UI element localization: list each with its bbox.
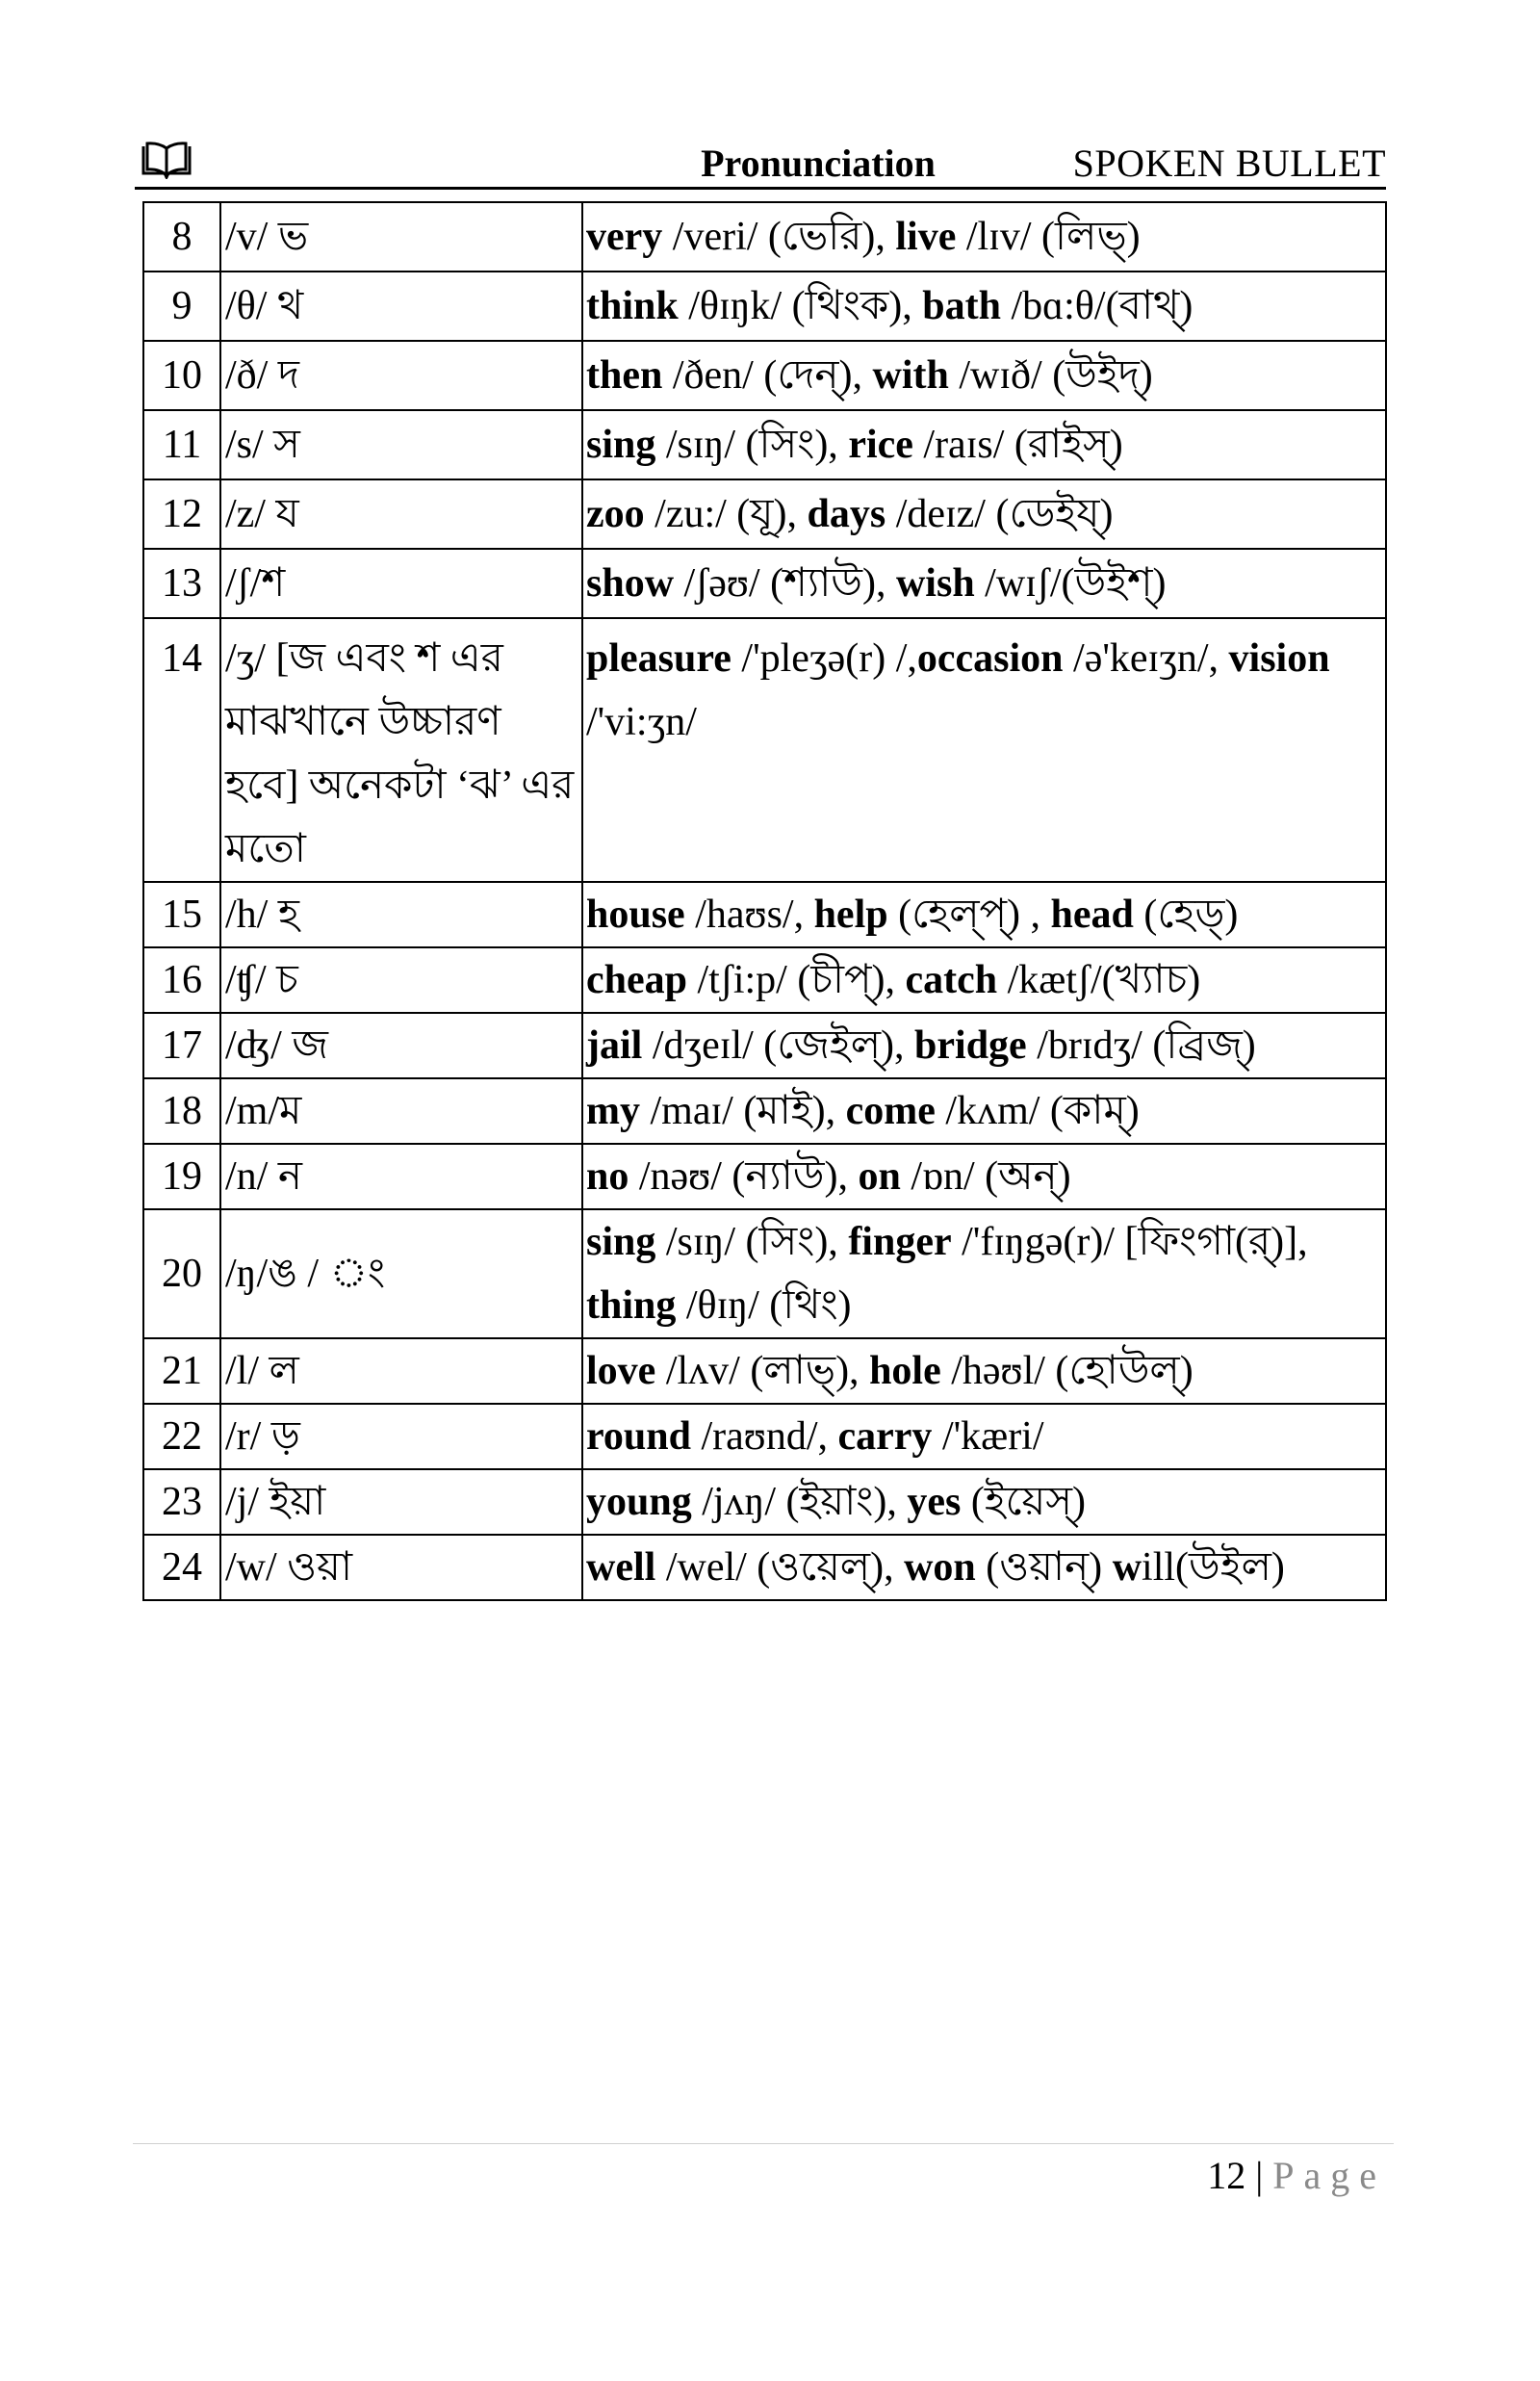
row-number: 15 (143, 882, 220, 947)
page-separator: | (1245, 2154, 1273, 2197)
footer-rule (133, 2143, 1394, 2144)
example-transcription: (ওয়ান্) (975, 1545, 1113, 1590)
example-word: days (807, 492, 886, 536)
example-word: with (872, 353, 949, 398)
example-transcription: (ইয়েস্) (961, 1480, 1087, 1524)
example-transcription: /raʊnd/, (690, 1414, 838, 1459)
example-transcription: /'pleʒə(r) /, (731, 636, 917, 681)
table-row (143, 1404, 1386, 1469)
phonetic-symbol: /v/ ভ (220, 202, 582, 272)
pronunciation-table (142, 201, 1387, 1601)
example-words (582, 1013, 1386, 1078)
example-transcription: /wel/ (ওয়েল্), (655, 1545, 905, 1590)
example-transcription: /dʒeɪl/ (জেইল্), (642, 1023, 915, 1068)
example-word: house (586, 893, 685, 937)
example-transcription: /maɪ/ (মাই), (640, 1089, 846, 1133)
phonetic-symbol: /n/ ন (220, 1144, 582, 1209)
phonetic-symbol: /ŋ/ঙ / ং (220, 1209, 582, 1338)
example-words (582, 1078, 1386, 1144)
example-transcription: /ə'keɪʒn/, (1063, 636, 1229, 681)
table-row (143, 479, 1386, 549)
table-row (143, 947, 1386, 1013)
example-words (582, 1144, 1386, 1209)
row-number: 14 (143, 618, 220, 882)
table-row (143, 618, 1386, 882)
row-number: 11 (143, 410, 220, 479)
row-number: 24 (143, 1535, 220, 1600)
example-word: think (586, 284, 679, 328)
example-word: young (586, 1480, 692, 1524)
example-word: bath (922, 284, 1001, 328)
page-word: Page (1272, 2154, 1386, 2197)
example-transcription: /kætʃ/(খ্যাচ) (997, 958, 1201, 1002)
example-transcription: /brɪdʒ/ (ব্রিজ্) (1026, 1023, 1256, 1068)
row-number: 22 (143, 1404, 220, 1469)
example-transcription: /bɑ:θ/(বাথ্) (1001, 284, 1194, 328)
example-word: show (586, 561, 675, 606)
example-word: well (586, 1545, 656, 1590)
table-row (143, 882, 1386, 947)
example-transcription: /ðen/ (দেন্), (662, 353, 873, 398)
example-word: bridge (914, 1023, 1027, 1068)
row-number: 17 (143, 1013, 220, 1078)
example-word: zoo (586, 492, 645, 536)
phonetic-symbol: /l/ ল (220, 1338, 582, 1404)
phonetic-symbol: /m/ম (220, 1078, 582, 1144)
example-word: round (586, 1414, 691, 1459)
example-words (582, 1209, 1386, 1338)
table-row (143, 1209, 1386, 1338)
example-word: on (858, 1154, 901, 1199)
row-number: 16 (143, 947, 220, 1013)
table-row (143, 1338, 1386, 1404)
row-number: 9 (143, 272, 220, 341)
example-transcription: /jʌŋ/ (ইয়াং), (691, 1480, 908, 1524)
example-transcription: /'fɪŋgə(r)/ [ফিংগা(র্)], (951, 1220, 1308, 1264)
example-word: very (586, 215, 663, 259)
example-transcription: /wɪð/ (উইদ্) (948, 353, 1153, 398)
phonetic-symbol: /θ/ থ (220, 272, 582, 341)
example-word: my (586, 1089, 640, 1133)
row-number: 13 (143, 549, 220, 618)
row-number: 23 (143, 1469, 220, 1535)
table-row (143, 202, 1386, 272)
table-row (143, 1469, 1386, 1535)
example-word: head (1050, 893, 1134, 937)
table-row (143, 410, 1386, 479)
example-words (582, 272, 1386, 341)
example-transcription: /'kæri/ (932, 1414, 1044, 1459)
row-number: 19 (143, 1144, 220, 1209)
phonetic-symbol: /ʤ/ জ (220, 1013, 582, 1078)
example-words (582, 1404, 1386, 1469)
example-word: thing (586, 1283, 677, 1328)
phonetic-symbol: /ʒ/ [জ এবং শ এর মাঝখানে উচ্চারণ হবে] অনেকটা ‘ঝ’ এর মতো (220, 618, 582, 882)
example-word: vision (1228, 636, 1330, 681)
example-words (582, 410, 1386, 479)
example-transcription: /zu:/ (যূ), (644, 492, 808, 536)
example-transcription: /tʃi:p/ (চীপ্), (687, 958, 906, 1002)
example-transcription: /'vi:ʒn/ (586, 700, 697, 744)
example-word: hole (869, 1349, 941, 1393)
example-word: rice (848, 423, 913, 467)
example-words (582, 202, 1386, 272)
example-transcription: /ʃəʊ/ (শ্যাউ), (674, 561, 896, 606)
example-transcription: /haʊs/, (684, 893, 814, 937)
brand-title: SPOKEN BULLET (1072, 142, 1386, 185)
example-transcription: /lɪv/ (লিভ্) (956, 215, 1141, 259)
page-footer (1207, 2153, 1386, 2198)
example-transcription: /veri/ (ভেরি), (662, 215, 896, 259)
example-words (582, 947, 1386, 1013)
phonetic-symbol: /h/ হ (220, 882, 582, 947)
open-book-icon (140, 141, 193, 179)
example-word: w (1112, 1545, 1142, 1590)
example-word: yes (907, 1480, 962, 1524)
example-words (582, 1469, 1386, 1535)
example-word: help (813, 893, 888, 937)
example-transcription: /deɪz/ (ডেইয্) (886, 492, 1114, 536)
table-row (143, 1078, 1386, 1144)
example-transcription: /sɪŋ/ (সিং), (655, 1220, 849, 1264)
table-row (143, 341, 1386, 410)
row-number: 10 (143, 341, 220, 410)
example-word: wish (895, 561, 975, 606)
example-word: come (845, 1089, 936, 1133)
example-transcription: ill(উইল) (1142, 1545, 1285, 1590)
example-word: no (586, 1154, 629, 1199)
example-transcription: (হেড্) (1133, 893, 1239, 937)
example-word: won (904, 1545, 976, 1590)
phonetic-symbol: /ʃ/শ (220, 549, 582, 618)
example-word: finger (848, 1220, 952, 1264)
example-word: sing (586, 423, 656, 467)
phonetic-symbol: /z/ য (220, 479, 582, 549)
example-word: then (586, 353, 663, 398)
table-row (143, 1535, 1386, 1600)
example-transcription: (হেল্প্) , (887, 893, 1051, 937)
page-number: 12 (1207, 2154, 1246, 2197)
example-transcription: /sɪŋ/ (সিং), (655, 423, 849, 467)
example-word: occasion (916, 636, 1064, 681)
example-transcription: /lʌv/ (লাভ্), (655, 1349, 870, 1393)
phonetic-symbol: /w/ ওয়া (220, 1535, 582, 1600)
example-word: live (895, 215, 957, 259)
example-words (582, 479, 1386, 549)
page-header (135, 135, 1386, 189)
phonetic-symbol: /j/ ইয়া (220, 1469, 582, 1535)
header-rule (135, 187, 1386, 190)
example-transcription: /həʊl/ (হোউল্) (940, 1349, 1194, 1393)
table-row (143, 1144, 1386, 1209)
example-word: pleasure (586, 636, 732, 681)
phonetic-symbol: /ʧ/ চ (220, 947, 582, 1013)
example-words (582, 618, 1386, 882)
table-row (143, 1013, 1386, 1078)
example-word: love (586, 1349, 656, 1393)
row-number: 20 (143, 1209, 220, 1338)
example-transcription: /θɪŋ/ (থিং) (676, 1283, 852, 1328)
row-number: 21 (143, 1338, 220, 1404)
phonetic-symbol: /s/ স (220, 410, 582, 479)
example-transcription: /kʌm/ (কাম্) (935, 1089, 1140, 1133)
example-word: catch (905, 958, 998, 1002)
table-row (143, 549, 1386, 618)
example-words (582, 1338, 1386, 1404)
example-words (582, 1535, 1386, 1600)
page-title: Pronunciation (701, 142, 936, 185)
table-row (143, 272, 1386, 341)
example-transcription: /wɪʃ/(উইশ্) (974, 561, 1167, 606)
example-transcription: /ɒn/ (অন্) (900, 1154, 1071, 1199)
row-number: 12 (143, 479, 220, 549)
example-transcription: /nəʊ/ (ন্যাউ), (629, 1154, 859, 1199)
example-transcription: /θɪŋk/ (থিংক), (678, 284, 923, 328)
example-word: carry (837, 1414, 933, 1459)
phonetic-symbol: /ð/ দ (220, 341, 582, 410)
example-word: sing (586, 1220, 656, 1264)
phonetic-symbol: /r/ ড় (220, 1404, 582, 1469)
example-words (582, 549, 1386, 618)
example-word: jail (586, 1023, 643, 1068)
row-number: 8 (143, 202, 220, 272)
example-word: cheap (586, 958, 687, 1002)
example-words (582, 882, 1386, 947)
example-transcription: /raɪs/ (রাইস্) (912, 423, 1123, 467)
example-words (582, 341, 1386, 410)
row-number: 18 (143, 1078, 220, 1144)
